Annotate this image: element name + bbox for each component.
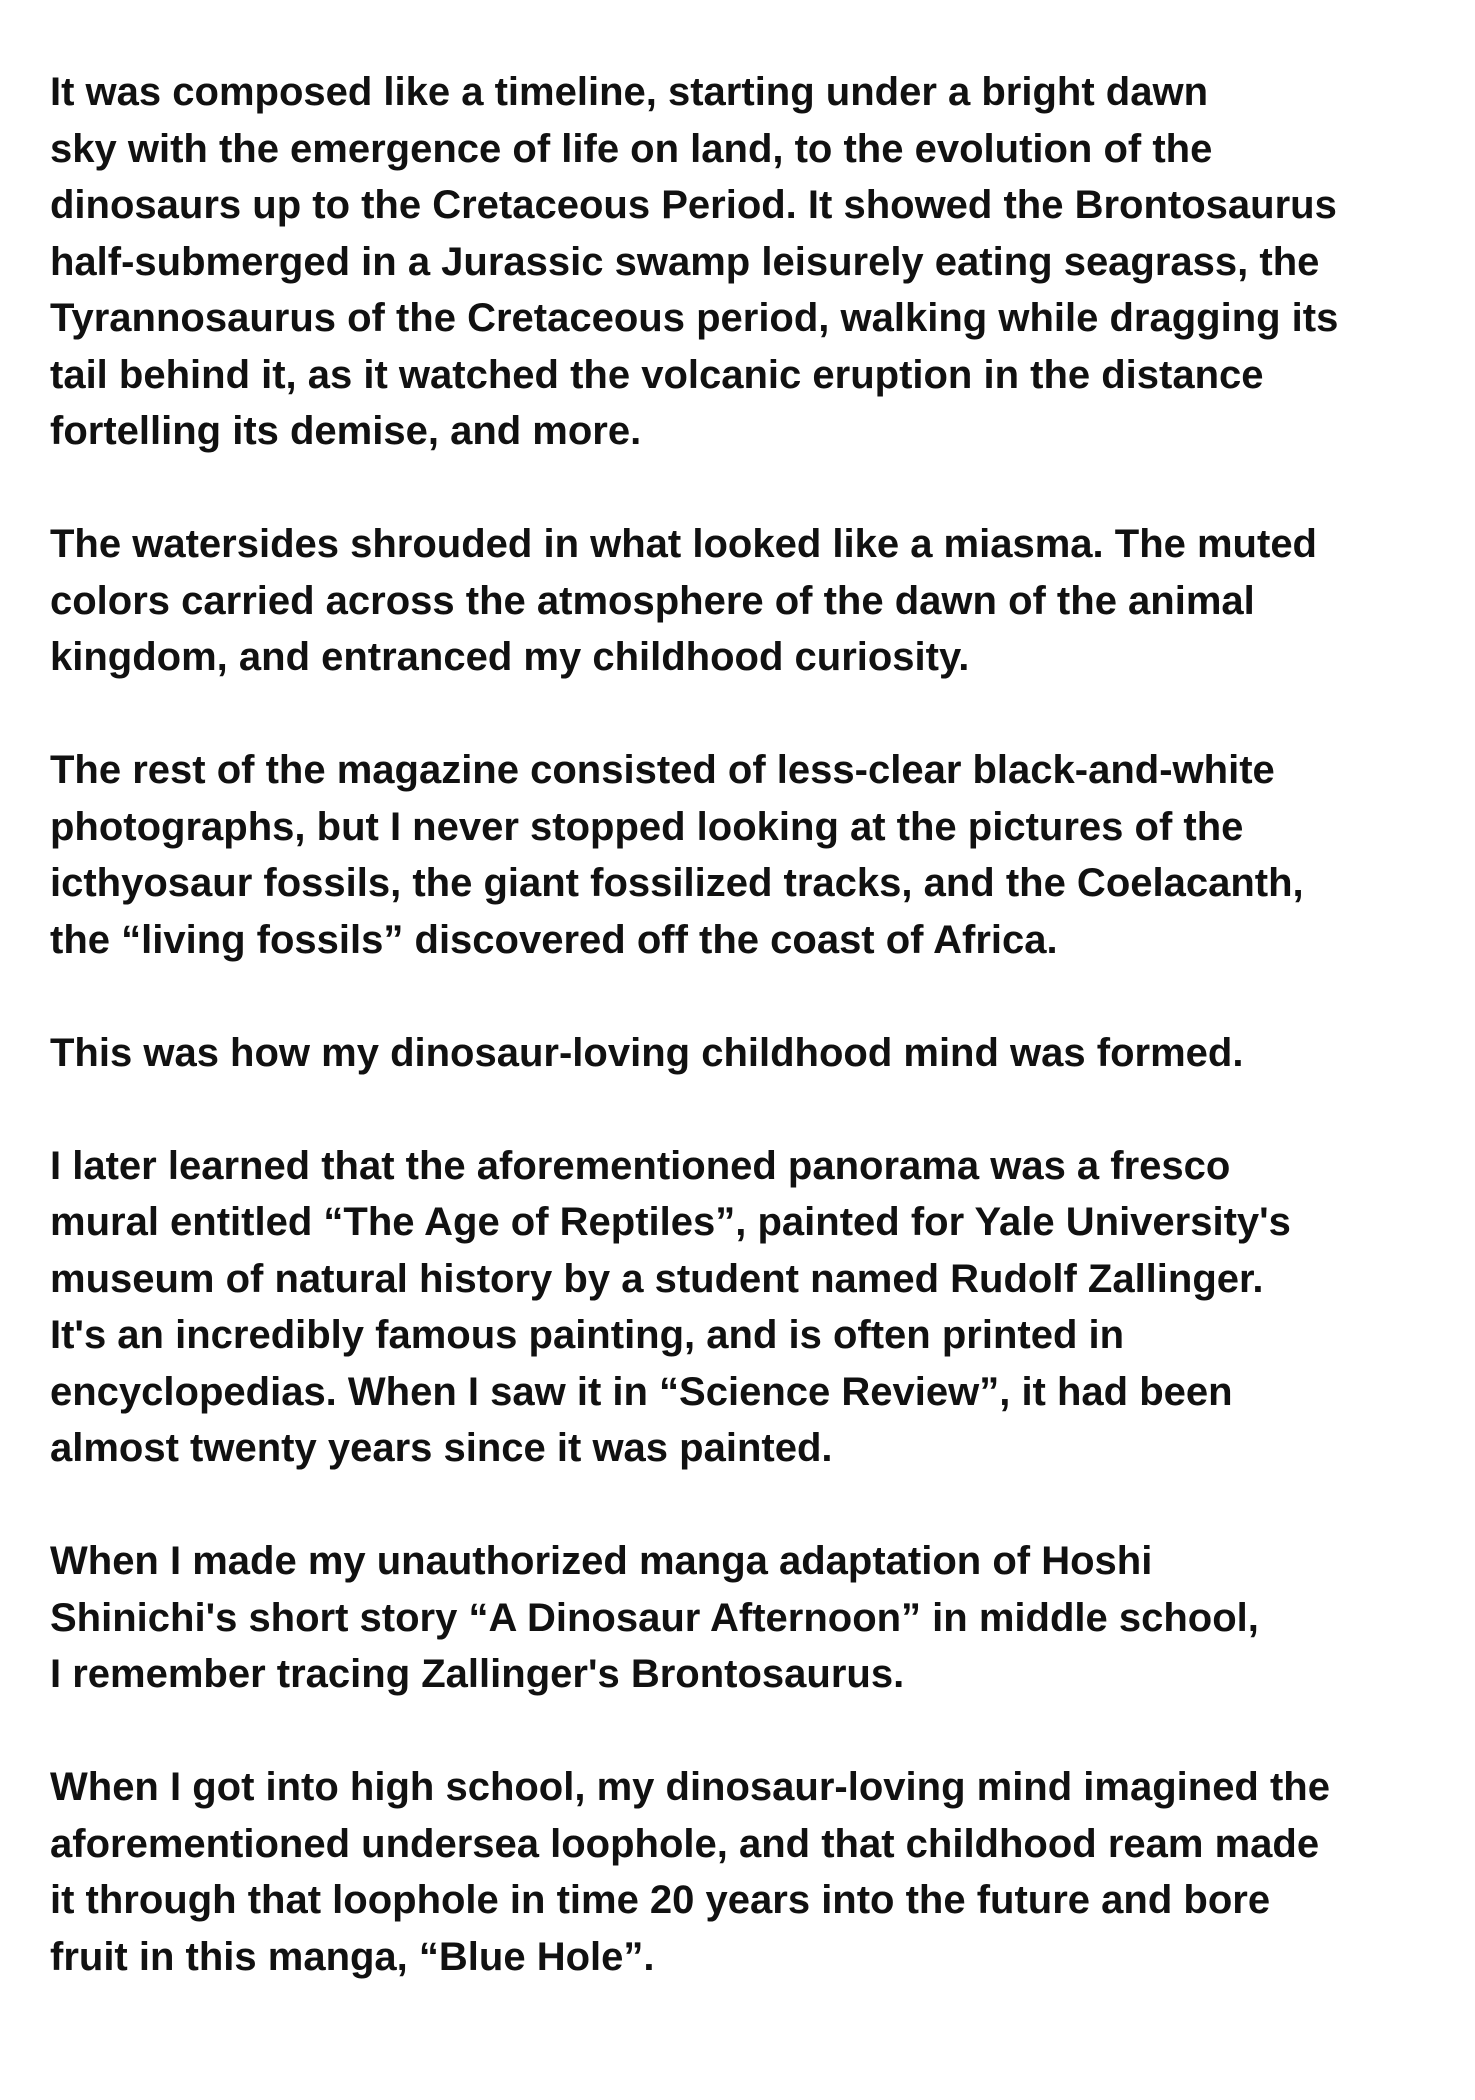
- paragraph-magazine-photographs: The rest of the magazine consisted of less-clear black-and-white photographs, but I never stopped looking at the pictures of the icthyosaur fossils, the giant fossilized tracks, and the Coelacanth, the “living fossils” discovered off the coast of Africa.: [50, 748, 1304, 962]
- paragraph-childhood-mind: This was how my dinosaur-loving childhood mind was formed.: [50, 1030, 1244, 1075]
- document-body: [50, 64, 1450, 1985]
- paragraph-fresco-mural: I later learned that the aforementioned panorama was a fresco mural entitled “The Age of Reptiles”, painted for Yale University's museum of natural history by a student named Rudolf Zallinger. It's an incredibly famous painting, and is often printed in encyclopedias. When I saw it in “Science Review”, it had been almost twenty years since it was painted.: [50, 1143, 1291, 1470]
- paragraph-manga-adaptation: When I made my unauthorized manga adaptation of Hoshi Shinichi's short story “A Dinosaur Afternoon” in middle school, I remember tracing Zallinger's Brontosaurus.: [50, 1539, 1259, 1696]
- paragraph-dawn-timeline: It was composed like a timeline, starting under a bright dawn sky with the emergence of life on land, to the evolution of the dinosaurs up to the Cretaceous Period. It showed the Brontosaurus half-submerged in a Jurassic swamp leisurely eating seagrass, the Tyrannosaurus of the Cretaceous period, walking while dragging its tail behind it, as it watched the volcanic eruption in the distance fortelling its demise, and more.: [50, 70, 1339, 453]
- paragraph-watersides: The watersides shrouded in what looked like a miasma. The muted colors carried across the atmosphere of the dawn of the animal kingdom, and entranced my childhood curiosity.: [50, 522, 1317, 679]
- paragraph-blue-hole: When I got into high school, my dinosaur-loving mind imagined the aforementioned undersea loophole, and that childhood ream made it through that loophole in time 20 years into the future and bore fruit in this manga, “Blue Hole”.: [50, 1765, 1330, 1979]
